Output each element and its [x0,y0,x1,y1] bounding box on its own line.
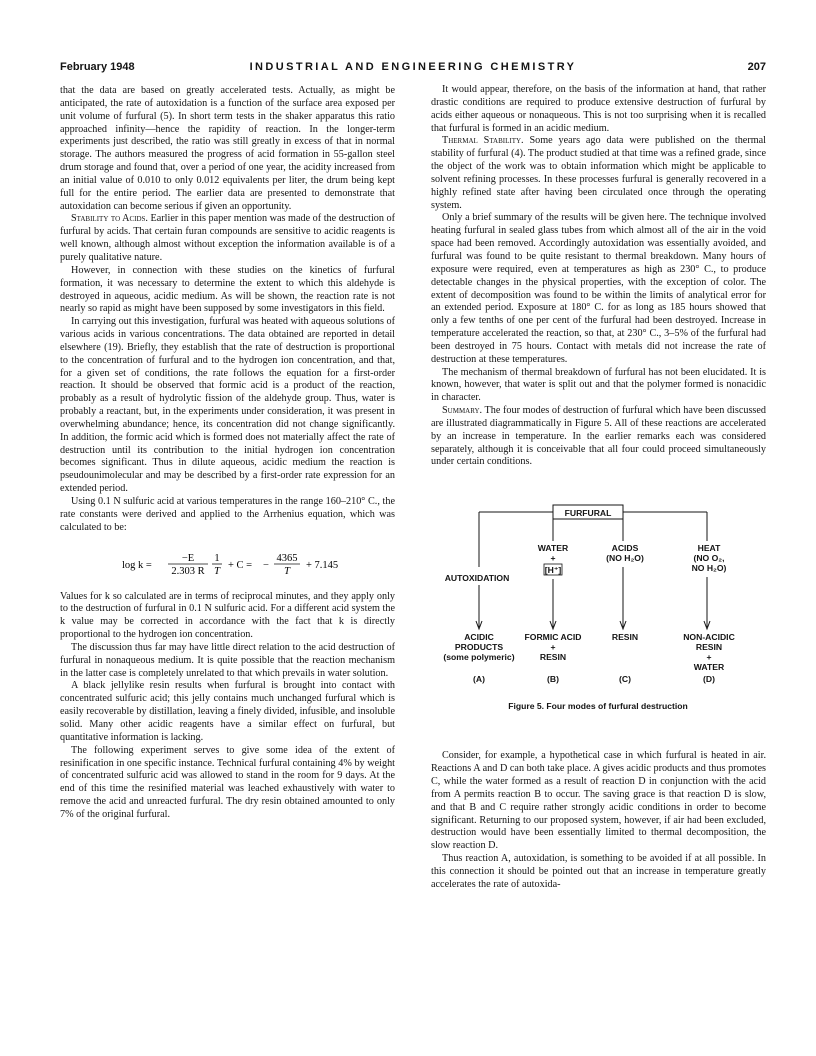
furfural-label: FURFURAL [564,508,612,519]
branch-d-label: (D) [703,674,715,685]
paragraph: Thus reaction A, autoxidation, is something to be avoided if at all possible. In this connection it should be pointed out that an increase in temperature greatly accelerates the rate of autoxida- [431,853,766,890]
branch-b-bottom-3: RESIN [539,652,567,663]
branch-c-top-2: (NO H₂O) [606,553,644,564]
section-heading: Summary. [442,405,483,417]
eq-num3: 4365 [276,552,298,564]
branch-a-bottom-1: ACIDIC [464,632,494,643]
branch-a-label: (A) [473,674,485,685]
paragraph: In carrying out this investigation, furfural was heated with aqueous solutions of various acids in various concentrations. The data obtained are reported in detail elsewhere (19). Briefly, they establish that the rate of destruction is proportional to the concentration of furfural and to the hydrogen ion concentration, and that, for a given set of conditions, the rate follows the equation for a first-order reaction. It should be observed that formic acid is a product of the reaction, probably as a result of hydrolytic fission of the aldehyde group. Thus, water is probably a reactant, but, in the experiments under consideration, it was present in overwhelming abundance; hence, its concentration did not change significantly. In addition, the formic acid which is formed does not materially affect the rate of destruction until its contribution to the initial hydrogen ion concentration becomes significant. Thus in dilute aqueous, acidic medium the reaction is pseudounimolecular and may be described by a first-order rate expression for an extended period. [60,316,395,495]
figure-5-diagram [431,485,766,740]
paragraph: A black jellylike resin results when furfural is brought into contact with concentrated sulfuric acid; this jelly contains much unchanged furfural which is easily recoverable by distillation, leaving a finely divided, infusible, and insoluble solid. Many other acidic reagents have a similar effect on furfural, but quantitative information is lacking. [60,680,395,743]
paragraph: Using 0.1 N sulfuric acid at various temperatures in the range 160–210° C., the rate constants were derived and applied to the Arrhenius equation, which was calculated to be: [60,496,395,533]
branch-c-bottom-1: RESIN [611,632,639,643]
paragraph: that the data are based on greatly accelerated tests. Actually, as might be anticipated, the rate of autoxidation is a function of the surface area exposed per unit volume of furfural (5). In short term tests in the shaker apparatus this ratio approached infinity—hence the rapidity of reaction. In the longer-term experiments just described, the ratio was still greatly in excess of that in normal storage. The authors measured the progress of acid formation in 55-gallon steel drum storage and found that, over a period of one year, the acidity increased from an initial value of 0.010 to only 0.012 equivalents per liter, the drum being kept full for the entire period. The earlier data are presented to demonstrate that autoxidation can become serious if given an opportunity. [60,85,395,212]
branch-a-top: AUTOXIDATION [444,573,510,584]
branch-a-bottom-3: (some polymeric) [443,652,515,663]
branch-b-top-1: WATER [537,543,569,554]
paragraph: The mechanism of thermal breakdown of furfural has not been elucidated. It is known, however, that water is split out and that the polymer formed is nonacidic in character. [431,366,766,404]
diagram-svg [431,485,766,740]
paragraph: The discussion thus far may have little direct relation to the acid destruction of furfural in nonaqueous medium. It is quite possible that the reaction mechanism in the latter case is completely unrelated to that which prevails in water solution. [60,641,395,679]
branch-c-label: (C) [619,674,631,685]
branch-d-top-1: HEAT [697,543,721,554]
paragraph: Stability to Acids. Earlier in this paper mention was made of the destruction of furfural by acids. That certain furan compounds are sensitive to acidic reagents is well known, although almost without exception the information available is of a purely qualitative nature. [60,213,395,263]
page-header [60,61,766,77]
paragraph: Consider, for example, a hypothetical case in which furfural is heated in air. Reactions A and D can both take place. A gives acidic products and thus promotes C, while the water formed as a result of reaction D in conjunction with the acid from A permits reaction B to occur. The saving grace is that reaction D is slow, and that B and C require rather strongly acidic conditions in order to become significant. Returning to our proposed system, however, if air had been excluded, destruction would have been essentially limited to thermal decomposition, the slow reaction D. [431,750,766,852]
branch-b-label: (B) [547,674,559,685]
left-column [60,85,395,822]
branch-b-top-3: [H⁺] [544,565,562,576]
branch-d-top-3: NO H₂O) [691,563,727,574]
branch-d-bottom-4: WATER [693,662,725,673]
paragraph: Thermal Stability. Some years ago data were published on the thermal stability of furfural (4). The product studied at that time was a refined grade, since the object of the work was to obtain information which might be applicable to solvent refining processes. In these processes furfural is generally recovered in a highly refined state after having been circulated once through the operating system. [431,135,766,211]
branch-a-bottom-2: PRODUCTS [454,642,504,653]
paragraph: Summary. The four modes of destruction of furfural which have been discussed are illustrated diagrammatically in Figure 5. All of these reactions are accelerated by an increase in temperature. In the earlier remarks each was considered separately, although it is conceivable that all four could proceed simultaneously under certain conditions. [431,405,766,468]
paragraph: Only a brief summary of the results will be given here. The technique involved heating furfural in sealed glass tubes from which almost all of the air in the void space had been removed. Accordingly autoxidation was essentially avoided, and furfural was found to be quite resistant to thermal breakdown. Many hours of exposure were required, even at temperatures as high as 230° C., to produce detectable changes in the physical properties, with the exception of color. The extent of decomposition was found to be within the limits of analytical error for an extended period. Exposure at 180° C. for as long as 185 hours showed that only a few tenths of one per cent of the furfural had been destroyed. Increase in temperature accelerated the reaction, so that, at 230° C., 3–5% of the furfural had been destroyed in 75 hours. Contact with metals did not increase the rate of destruction at these temperatures. [431,212,766,365]
eq-den1: 2.303 R [171,565,205,575]
figure-caption: Figure 5. Four modes of furfural destruction [508,701,688,712]
arrhenius-equation [60,553,395,573]
branch-d-top-2: (NO O₂, [693,553,725,564]
eq-plus-c: + C = [228,559,253,571]
eq-den3: T [284,565,290,575]
section-heading: Thermal Stability. [442,135,524,147]
eq-num1: −E [181,552,195,564]
branch-d-bottom-1: NON-ACIDIC [683,632,735,643]
equation-svg [120,553,390,575]
eq-const: + 7.145 [306,559,339,571]
header-journal: INDUSTRIAL AND ENGINEERING CHEMISTRY [249,61,577,73]
paragraph: The following experiment serves to give some idea of the extent of resinification in one specific instance. Technical furfural containing 4% by weight of concentrated sulfuric acid was allowed to stand in the room for 9 days. At the end of this time the resinified material was leached exhaustively with water to remove the acid and unreacted furfural. The dry resin obtained amounted to only 7% of the original furfural. [60,744,395,820]
branch-d-bottom-3: + [706,652,712,663]
eq-num2: 1 [214,552,220,564]
branch-b-bottom-2: + [550,642,556,653]
eq-lhs: log k = [122,559,152,571]
paragraph: Values for k so calculated are in terms of reciprocal minutes, and they apply only to the destruction of furfural in 0.1 N sulfuric acid. For a different acid system the k value may be corrected in accordance with the fact that k is directly proportional to the hydrogen ion concentration. [60,590,395,641]
header-page-number: 207 [747,61,766,73]
branch-b-top-2: + [550,553,556,564]
paragraph: It would appear, therefore, on the basis of the information at hand, that rather drastic conditions are required to produce extensive destruction of furfural by acids either aqueous or nonaqueous. This is not too surprising when it is recalled that furfural is formed in an acidic medium. [431,84,766,134]
branch-b-bottom-1: FORMIC ACID [524,632,582,643]
paragraph: However, in connection with these studies on the kinetics of furfural formation, it was necessary to determine the extent to which this aldehyde is destroyed in aqueous, acidic medium. As will be shown, the reaction rate is not nearly so rapid as might have been supposed by some investigators in this field. [60,264,395,315]
right-column [431,84,766,892]
header-date: February 1948 [60,61,135,73]
branch-d-bottom-2: RESIN [695,642,723,653]
eq-minus: − [263,559,269,571]
branch-c-top-1: ACIDS [611,543,639,554]
section-heading: Stability to Acids. [71,213,148,225]
eq-den2: T [214,565,220,575]
